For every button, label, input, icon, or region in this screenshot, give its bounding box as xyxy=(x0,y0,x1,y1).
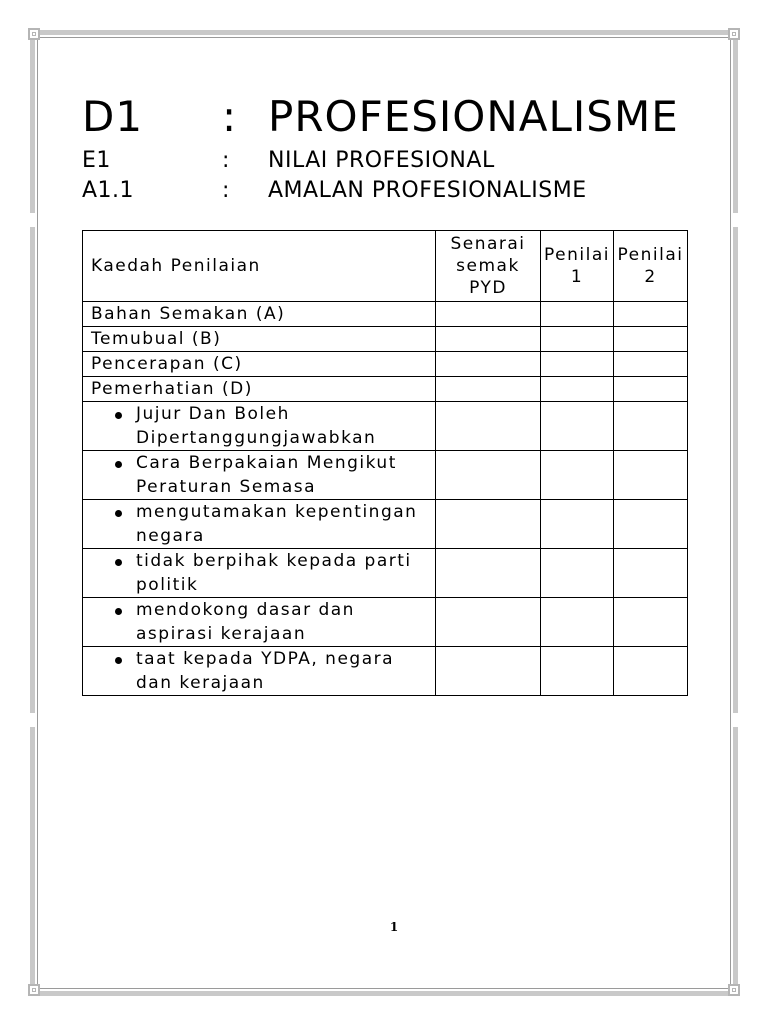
method-label: Pemerhatian (D) xyxy=(83,377,436,402)
assessor-1-cell[interactable] xyxy=(541,647,614,696)
assessment-table xyxy=(82,230,688,696)
heading-title: NILAI PROFESIONAL xyxy=(268,148,495,173)
criterion-text: Jujur Dan Boleh Dipertanggungjawabkan xyxy=(136,404,377,448)
border-notch xyxy=(30,213,35,227)
corner-ornament xyxy=(728,984,740,996)
table-row xyxy=(83,377,688,402)
method-label: Temubual (B) xyxy=(83,327,436,352)
assessor-2-cell[interactable] xyxy=(614,500,688,549)
table-row xyxy=(83,500,688,549)
checklist-cell[interactable] xyxy=(436,352,541,377)
sub-heading-e1 xyxy=(82,148,495,173)
header-assessor-line: Penilai xyxy=(544,245,610,265)
bullet-icon xyxy=(115,412,122,419)
heading-colon: : xyxy=(222,178,230,203)
criterion-item xyxy=(83,402,436,451)
table-row xyxy=(83,647,688,696)
assessor-2-cell[interactable] xyxy=(614,647,688,696)
header-checklist xyxy=(436,231,541,302)
assessor-2-cell[interactable] xyxy=(614,451,688,500)
header-assessor-line: 2 xyxy=(644,267,657,287)
bullet-icon xyxy=(115,657,122,664)
header-assessor-1 xyxy=(541,231,614,302)
heading-colon: : xyxy=(222,148,230,173)
criterion-item xyxy=(83,451,436,500)
criterion-text: Cara Berpakaian Mengikut Peraturan Semasa xyxy=(136,453,397,497)
criterion-text: mengutamakan kepentingan negara xyxy=(136,502,418,546)
assessor-1-cell[interactable] xyxy=(541,352,614,377)
method-label: Bahan Semakan (A) xyxy=(83,302,436,327)
assessor-2-cell[interactable] xyxy=(614,327,688,352)
criterion-text: mendokong dasar dan aspirasi kerajaan xyxy=(136,600,355,644)
assessor-2-cell[interactable] xyxy=(614,549,688,598)
checklist-cell[interactable] xyxy=(436,598,541,647)
bullet-icon xyxy=(115,461,122,468)
checklist-cell[interactable] xyxy=(436,327,541,352)
border-notch xyxy=(30,713,35,727)
main-heading xyxy=(82,92,679,141)
checklist-cell[interactable] xyxy=(436,377,541,402)
assessor-1-cell[interactable] xyxy=(541,377,614,402)
header-assessor-line: 1 xyxy=(570,267,584,287)
assessor-1-cell[interactable] xyxy=(541,598,614,647)
table-row xyxy=(83,302,688,327)
corner-ornament xyxy=(728,28,740,40)
table-row xyxy=(83,451,688,500)
criterion-text: tidak berpihak kepada parti politik xyxy=(136,551,412,595)
page-number: 1 xyxy=(389,920,399,934)
assessor-2-cell[interactable] xyxy=(614,302,688,327)
criterion-text: taat kepada YDPA, negara dan kerajaan xyxy=(136,649,395,693)
criterion-item xyxy=(83,598,436,647)
heading-code: D1 xyxy=(82,92,144,141)
checklist-cell[interactable] xyxy=(436,647,541,696)
header-checklist-line: PYD xyxy=(469,278,507,298)
checklist-cell[interactable] xyxy=(436,451,541,500)
assessor-1-cell[interactable] xyxy=(541,549,614,598)
corner-ornament xyxy=(28,984,40,996)
table-row xyxy=(83,402,688,451)
assessor-2-cell[interactable] xyxy=(614,352,688,377)
checklist-cell[interactable] xyxy=(436,302,541,327)
assessor-1-cell[interactable] xyxy=(541,327,614,352)
method-label: Pencerapan (C) xyxy=(83,352,436,377)
assessor-1-cell[interactable] xyxy=(541,500,614,549)
assessor-2-cell[interactable] xyxy=(614,377,688,402)
assessor-1-cell[interactable] xyxy=(541,302,614,327)
bullet-icon xyxy=(115,559,122,566)
bullet-icon xyxy=(115,510,122,517)
header-assessor-line: Penilai xyxy=(617,245,684,265)
assessor-2-cell[interactable] xyxy=(614,598,688,647)
criterion-item xyxy=(83,549,436,598)
heading-code: E1 xyxy=(82,148,111,173)
assessor-1-cell[interactable] xyxy=(541,402,614,451)
heading-colon: : xyxy=(222,92,238,141)
bullet-icon xyxy=(115,608,122,615)
header-assessor-2 xyxy=(614,231,688,302)
header-checklist-line: semak xyxy=(456,256,520,276)
criterion-item xyxy=(83,500,436,549)
sub-heading-a1-1 xyxy=(82,178,587,203)
heading-title: PROFESIONALISME xyxy=(268,92,679,141)
assessor-2-cell[interactable] xyxy=(614,402,688,451)
checklist-cell[interactable] xyxy=(436,500,541,549)
header-method: Kaedah Penilaian xyxy=(83,231,436,302)
assessor-1-cell[interactable] xyxy=(541,451,614,500)
criterion-item xyxy=(83,647,436,696)
heading-code: A1.1 xyxy=(82,178,135,203)
table-row xyxy=(83,549,688,598)
table-row xyxy=(83,327,688,352)
table-header-row xyxy=(83,231,688,302)
border-notch xyxy=(733,713,738,727)
table-row xyxy=(83,352,688,377)
heading-title: AMALAN PROFESIONALISME xyxy=(268,178,587,203)
corner-ornament xyxy=(28,28,40,40)
checklist-cell[interactable] xyxy=(436,549,541,598)
border-notch xyxy=(733,213,738,227)
checklist-cell[interactable] xyxy=(436,402,541,451)
table-row xyxy=(83,598,688,647)
header-checklist-line: Senarai xyxy=(450,234,526,254)
